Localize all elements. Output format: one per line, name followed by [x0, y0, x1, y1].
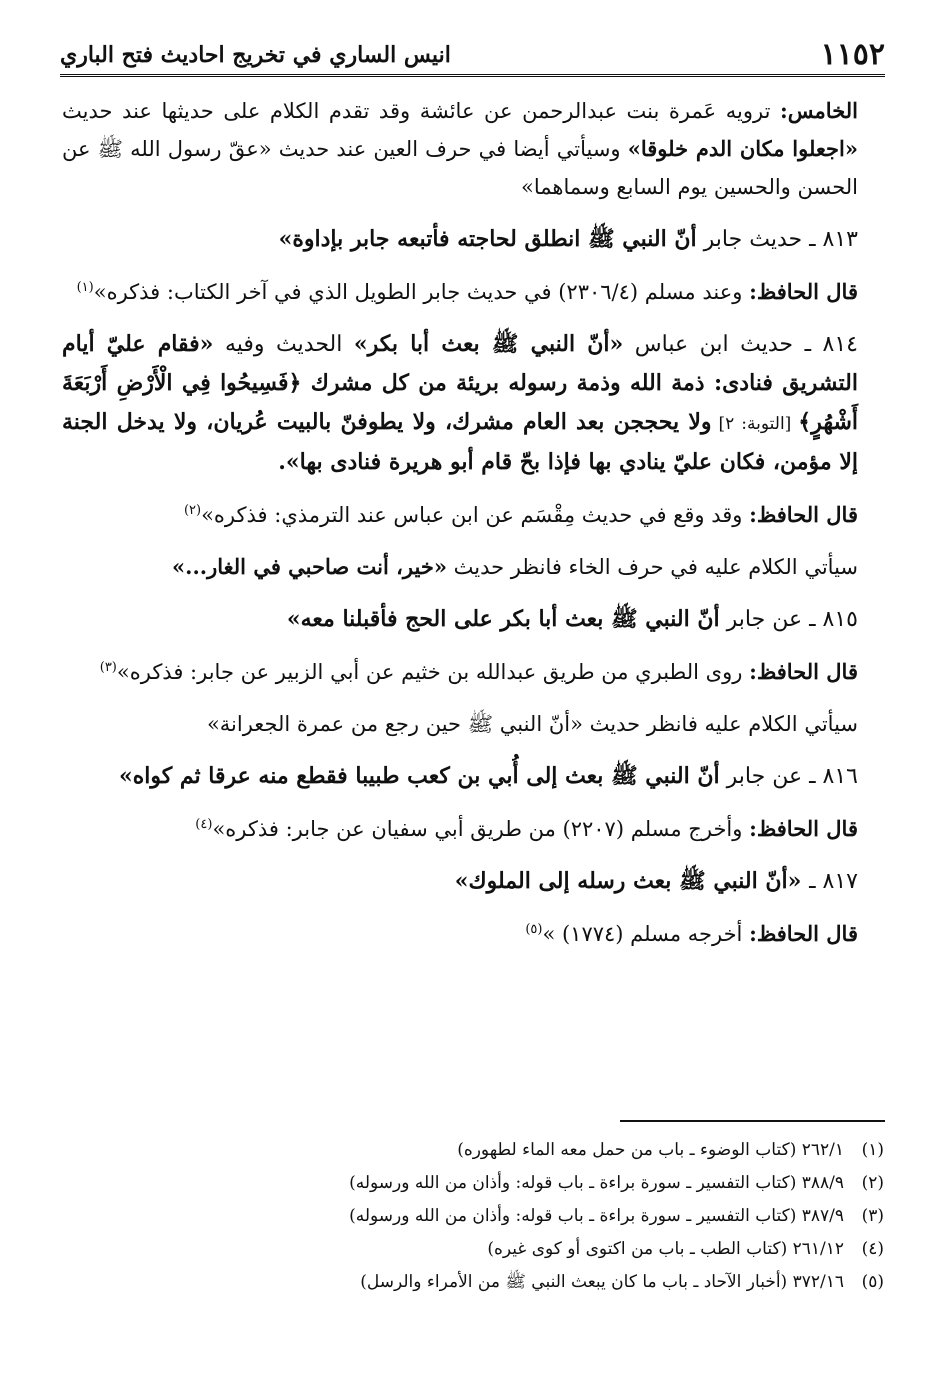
see-also-815: سيأتي الكلام عليه فانظر حديث «أنّ النبي ﷺ حين رجع من عمرة الجعرانة»: [206, 712, 858, 736]
footnote-item: (٥)٣٧٢/١٦ (أخبار الآحاد ـ باب ما كان يبعث النبي ﷺ من الأمراء والرسل): [360, 1272, 884, 1292]
hadith-817: ٨١٧ ـ «أنّ النبي ﷺ بعث رسله إلى الملوك»: [454, 868, 858, 894]
hafiz-label: قال الحافظ:: [749, 816, 858, 841]
hafiz-label: قال الحافظ:: [749, 921, 858, 946]
footnote-item: (٣)٣٨٧/٩ (كتاب التفسير ـ سورة براءة ـ باب قوله: وأذان من الله ورسوله): [349, 1206, 884, 1226]
paragraph-label: الخامس:: [780, 98, 858, 123]
footnote-ref: (٥): [525, 922, 543, 937]
footnote-divider: [620, 1120, 885, 1122]
hadith-number: ٨١٣ ـ: [809, 227, 858, 252]
hadith-number: ٨١٦ ـ: [809, 764, 858, 789]
hafiz-note-813: قال الحافظ: وعند مسلم (٢٣٠٦/٤) في حديث جابر الطويل الذي في آخر الكتاب: فذكره»$^{(١)}$: [76, 279, 858, 304]
page-number: ١١٥٢: [820, 37, 885, 72]
footnote-ref: (٢): [183, 503, 202, 518]
hafiz-note-814: قال الحافظ: وقد وقع في حديث مِقْسَم عن ابن عباس عند الترمذي: فذكره»$^{(٢)}$: [183, 502, 858, 527]
running-title: انيس الساري في تخريج احاديث فتح الباري: [60, 42, 451, 68]
hafiz-label: قال الحافظ:: [749, 502, 858, 527]
hadith-813: ٨١٣ ـ حديث جابر أنّ النبي ﷺ انطلق لحاجته فأتبعه جابر بإداوة»: [278, 226, 858, 252]
hadith-number: ٨١٤ ـ: [804, 332, 858, 357]
hafiz-note-815: قال الحافظ: روى الطبري من طريق عبدالله بن خثيم عن أبي الزبير عن جابر: فذكره»$^{(٣)}$: [99, 659, 858, 684]
hafiz-note-816: قال الحافظ: وأخرج مسلم (٢٢٠٧) من طريق أبي سفيان عن جابر: فذكره»$^{(٤)}$: [195, 816, 858, 841]
hadith-815: ٨١٥ ـ عن جابر أنّ النبي ﷺ بعث أبا بكر على الحج فأقبلنا معه»: [286, 606, 858, 632]
hafiz-note-817: قال الحافظ: أخرجه مسلم (١٧٧٤) »$^{(٥)}$: [525, 921, 858, 946]
hadith-816: ٨١٦ ـ عن جابر أنّ النبي ﷺ بعث إلى أُبي بن كعب طبيبا فقطع منه عرقا ثم كواه»: [118, 763, 858, 789]
hafiz-label: قال الحافظ:: [749, 279, 858, 304]
hadith-quote: «اجعلوا مكان الدم خلوقا»: [627, 136, 858, 161]
footnote-item: (١)٢٦٢/١ (كتاب الوضوء ـ باب من حمل معه الماء لطهوره): [457, 1140, 884, 1160]
main-text: [62, 92, 884, 967]
footnote-ref: (٣): [99, 660, 117, 675]
hadith-number: ٨١٧ ـ: [809, 869, 858, 894]
hadith-number: ٨١٥ ـ: [809, 607, 858, 632]
see-also-814: سيأتي الكلام عليه في حرف الخاء فانظر حديث «خير، أنت صاحبي في الغار...»: [172, 554, 858, 579]
footnote-ref: (٤): [195, 817, 213, 832]
paragraph-fifth: الخامس: ترويه عَمرة بنت عبدالرحمن عن عائشة وقد تقدم الكلام على حديثها عند حديث «اجعلوا مكان الدم خلوقا» وسيأتي أيضا في حرف العين عند حديث «عقّ رسول الله ﷺ عن الحسن والحسين يوم السابع وسماهما»: [62, 98, 858, 199]
verse-reference: [التوبة: ٢]: [711, 414, 799, 434]
page-header: [60, 28, 885, 77]
footnote-item: (٢)٣٨٨/٩ (كتاب التفسير ـ سورة براءة ـ باب قوله: وأذان من الله ورسوله): [349, 1173, 884, 1193]
footnote-ref: (١): [76, 280, 94, 295]
footnotes: [62, 1134, 884, 1299]
hafiz-label: قال الحافظ:: [749, 659, 858, 684]
footnote-item: (٤)٢٦١/١٢ (كتاب الطب ـ باب من اكتوى أو كوى غيره): [487, 1239, 884, 1259]
hadith-814: ٨١٤ ـ حديث ابن عباس «أنّ النبي ﷺ بعث أبا بكر» الحديث وفيه «فقام عليّ أيام التشريق فنادى: ذمة الله وذمة رسوله بريئة من كل مشرك ﴿فَسِيحُوا فِي الْأَرْضِ أَرْبَعَةَ أَشْهُرٍ﴾ [التوبة: ٢] ولا يحججن بعد العام مشرك، ولا يطوفنّ بالبيت عُريان، ولا يدخل الجنة إلا مؤمن، فكان عليّ ينادي بها فإذا بحّ قام أبو هريرة فنادى بها».: [62, 331, 859, 475]
